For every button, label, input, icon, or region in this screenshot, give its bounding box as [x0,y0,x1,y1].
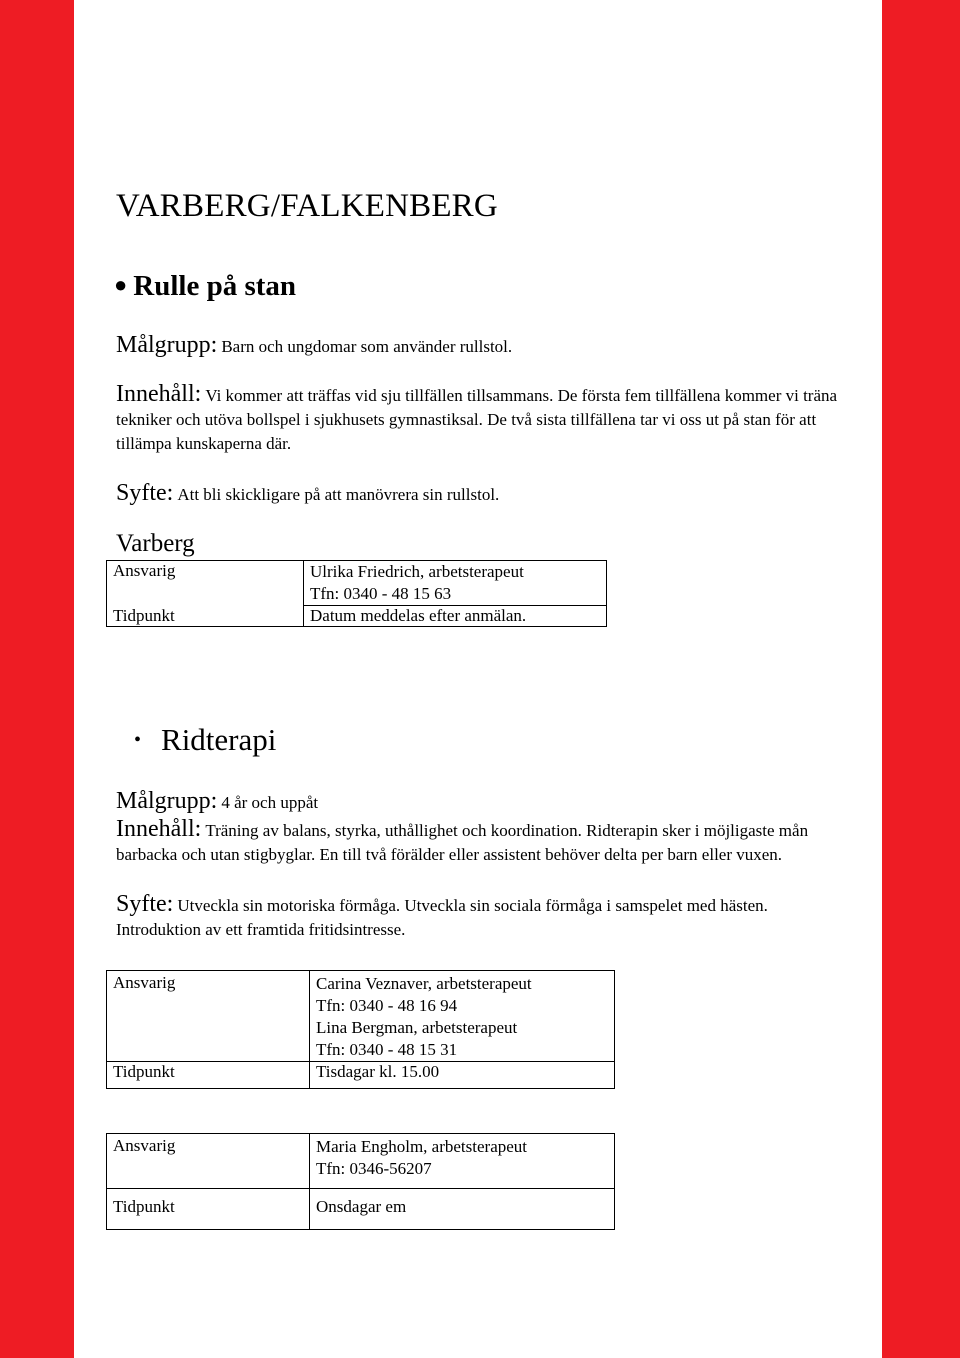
contact-line: Tfn: 0340 - 48 16 94 [316,996,458,1015]
syfte-label: Syfte: [116,891,174,917]
section-heading-rulle [114,270,296,303]
malgrupp-label: Målgrupp: [116,788,218,814]
ansvarig-name: Ulrika Friedrich, arbetsterapeut [310,562,524,581]
contact-table-varberg [106,560,607,627]
syfte-paragraph [116,893,856,942]
contact-line: Lina Bergman, arbetsterapeut [316,1018,518,1037]
page-title: VARBERG/FALKENBERG [116,188,498,224]
syfte-text: Att bli skickligare på att manövrera sin rullstol. [177,485,500,504]
syfte-paragraph [116,480,499,507]
malgrupp-paragraph [116,332,512,359]
bullet-icon: • [134,729,142,751]
contact-line: Carina Veznaver, arbetsterapeut [316,974,532,993]
syfte-text: Utveckla sin motoriska förmåga. Utveckla sin sociala förmåga i samspelet med hästen. Introduktion av ett framtida fritidsintresse. [116,896,768,939]
tidpunkt-value: Datum meddelas efter anmälan. [310,606,527,625]
section-heading-text: Rulle på stan [133,270,297,302]
ansvarig-phone: Tfn: 0340 - 48 15 63 [310,584,452,603]
contact-line: Tfn: 0340 - 48 15 31 [316,1040,458,1059]
innehall-label: Innehåll: [116,816,202,842]
syfte-label: Syfte: [116,480,174,506]
innehall-label: Innehåll: [116,381,202,407]
contact-line: Maria Engholm, arbetsterapeut [316,1137,528,1156]
location-heading: Varberg [116,530,195,557]
tidpunkt-value: Onsdagar em [316,1197,407,1216]
tidpunkt-label: Tidpunkt [107,1189,310,1230]
tidpunkt-value: Tisdagar kl. 15.00 [316,1062,440,1081]
contact-table-ridterapi-1 [106,970,615,1089]
document-page [74,0,882,1358]
section-heading-text: Ridterapi [161,722,277,757]
section-heading-ridterapi [134,722,276,758]
contact-line: Tfn: 0346-56207 [316,1159,432,1178]
innehall-paragraph [116,383,856,456]
innehall-paragraph [116,818,856,867]
malgrupp-label: Målgrupp: [116,332,218,358]
malgrupp-paragraph [116,788,318,815]
bullet-icon: ● [114,272,128,297]
innehall-text: Träning av balans, styrka, uthållighet och koordination. Ridterapin sker i möjligaste mån barbacka och utan stigbyglar. En till två förälder eller assistent behöver delta per barn eller vuxen. [116,821,809,864]
ansvarig-label: Ansvarig [107,971,310,1062]
tidpunkt-label: Tidpunkt [107,606,304,627]
left-red-border [0,0,74,1358]
ansvarig-label: Ansvarig [107,1134,310,1189]
innehall-text: Vi kommer att träffas vid sju tillfällen tillsammans. De första fem tillfällena kommer vi träna tekniker och utöva bollspel i sjukhusets gymnastiksal. De två sista tillfällena tar vi oss ut på stan för att tillämpa kunskaperna där. [116,386,838,453]
ansvarig-value [310,971,615,1062]
ansvarig-value [310,1134,615,1189]
contact-table-ridterapi-2 [106,1133,615,1230]
malgrupp-text: Barn och ungdomar som använder rullstol. [221,337,513,356]
ansvarig-value [304,561,607,606]
malgrupp-text: 4 år och uppåt [221,793,319,812]
tidpunkt-label: Tidpunkt [107,1062,310,1089]
right-red-border [882,0,960,1358]
ansvarig-label: Ansvarig [107,561,304,606]
